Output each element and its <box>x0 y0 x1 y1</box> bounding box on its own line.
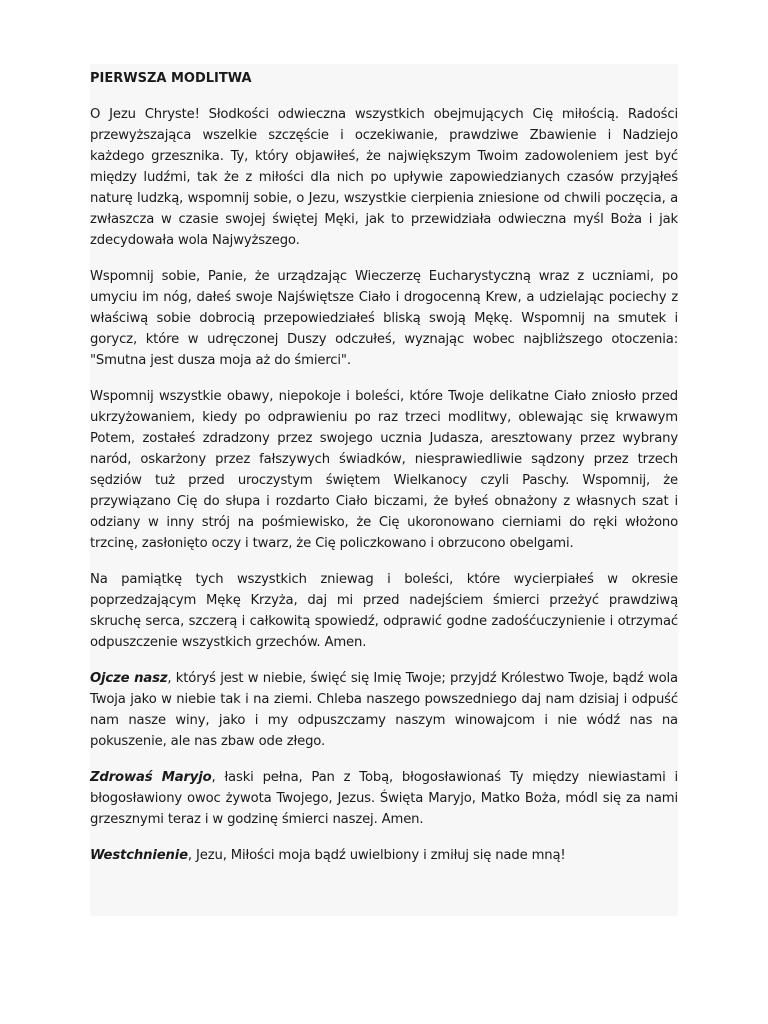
document-body <box>90 68 678 866</box>
prayer-sigh-lead: Westchnienie <box>90 848 188 863</box>
prayer-hail-mary <box>90 767 678 830</box>
prayer-hail-mary-text: , łaski pełna, Pan z Tobą, błogosławionaś Ty między niewiastami i błogosławiony owoc żywota Twojego, Jezus. Święta Maryjo, Matko Boża, módl się za nami grzesznymi teraz i w godzinę śmierci naszej. Amen. <box>90 770 678 827</box>
prayer-sigh-text: , Jezu, Miłości moja bądź uwielbiony i zmiłuj się nade mną! <box>187 848 566 863</box>
document-page <box>90 64 678 916</box>
prayer-hail-mary-lead: Zdrowaś Maryjo <box>90 770 212 785</box>
prayer-our-father-lead: Ojcze nasz <box>90 671 168 686</box>
prayer-sigh <box>90 845 678 866</box>
prayer-our-father-text: , któryś jest w niebie, święć się Imię Twoje; przyjdź Królestwo Twoje, bądź wola Twoja jako w niebie tak i na ziemi. Chleba naszego powszedniego daj nam dzisiaj i odpuść nam nasze winy, jako i my odpuszczamy naszym winowajcom i nie wódź nas na pokuszenie, ale nas zbaw ode złego. <box>90 671 678 749</box>
prayer-our-father <box>90 668 678 752</box>
paragraph-4: Na pamiątkę tych wszystkich zniewag i boleści, które wycierpiałeś w okresie poprzedzającym Mękę Krzyża, daj mi przed nadejściem śmierci przeżyć prawdziwą skruchę serca, szczerą i całkowitą spowiedź, odprawić godne zadośćuczynienie i otrzymać odpuszczenie wszystkich grzechów. Amen. <box>90 572 678 650</box>
paragraph-3: Wspomnij wszystkie obawy, niepokoje i boleści, które Twoje delikatne Ciało zniosło przed ukrzyżowaniem, kiedy po odprawieniu po raz trzeci modlitwy, oblewając się krwawym Potem, zostałeś zdradzony przez swojego ucznia Judasza, aresztowany przez wybrany naród, oskarżony przez fałszywych świadków, niesprawiedliwie sądzony przez trzech sędziów tuż przed uroczystym świętem Wielkanocy czyli Paschy. Wspomnij, że przywiązano Cię do słupa i rozdarto Ciało biczami, że byłeś obnażony z własnych szat i odziany w inny strój na pośmiewisko, że Cię ukoronowano cierniami do ręki włożono trzcinę, zasłonięto oczy i twarz, że Cię policzkowano i obrzucono obelgami. <box>90 389 678 551</box>
document-title: PIERWSZA MODLITWA <box>90 71 252 86</box>
paragraph-2: Wspomnij sobie, Panie, że urządzając Wieczerzę Eucharystyczną wraz z uczniami, po umyciu im nóg, dałeś swoje Najświętsze Ciało i drogocenną Krew, a udzielając pociechy z właściwą sobie dobrocią przepowiedziałeś bliską swoją Mękę. Wspomnij na smutek i gorycz, które w udręczonej Duszy odczułeś, wyznając wobec najbliższego otoczenia: "Smutna jest dusza moja aż do śmierci". <box>90 269 678 368</box>
paragraph-1: O Jezu Chryste! Słodkości odwieczna wszystkich obejmujących Cię miłością. Radości przewyższająca wszelkie szczęście i oczekiwanie, prawdziwe Zbawienie i Nadziejo każdego grzesznika. Ty, który objawiłeś, że największym Twoim zadowoleniem jest być między ludźmi, tak że z miłości dla nich po upływie zapowiedzianych czasów przyjąłeś naturę ludzką, wspomnij sobie, o Jezu, wszystkie cierpienia zniesione od chwili poczęcia, a zwłaszcza w czasie swojej świętej Męki, jak to przewidziała odwieczna myśl Boża i jak zdecydowała wola Najwyższego. <box>90 107 678 248</box>
